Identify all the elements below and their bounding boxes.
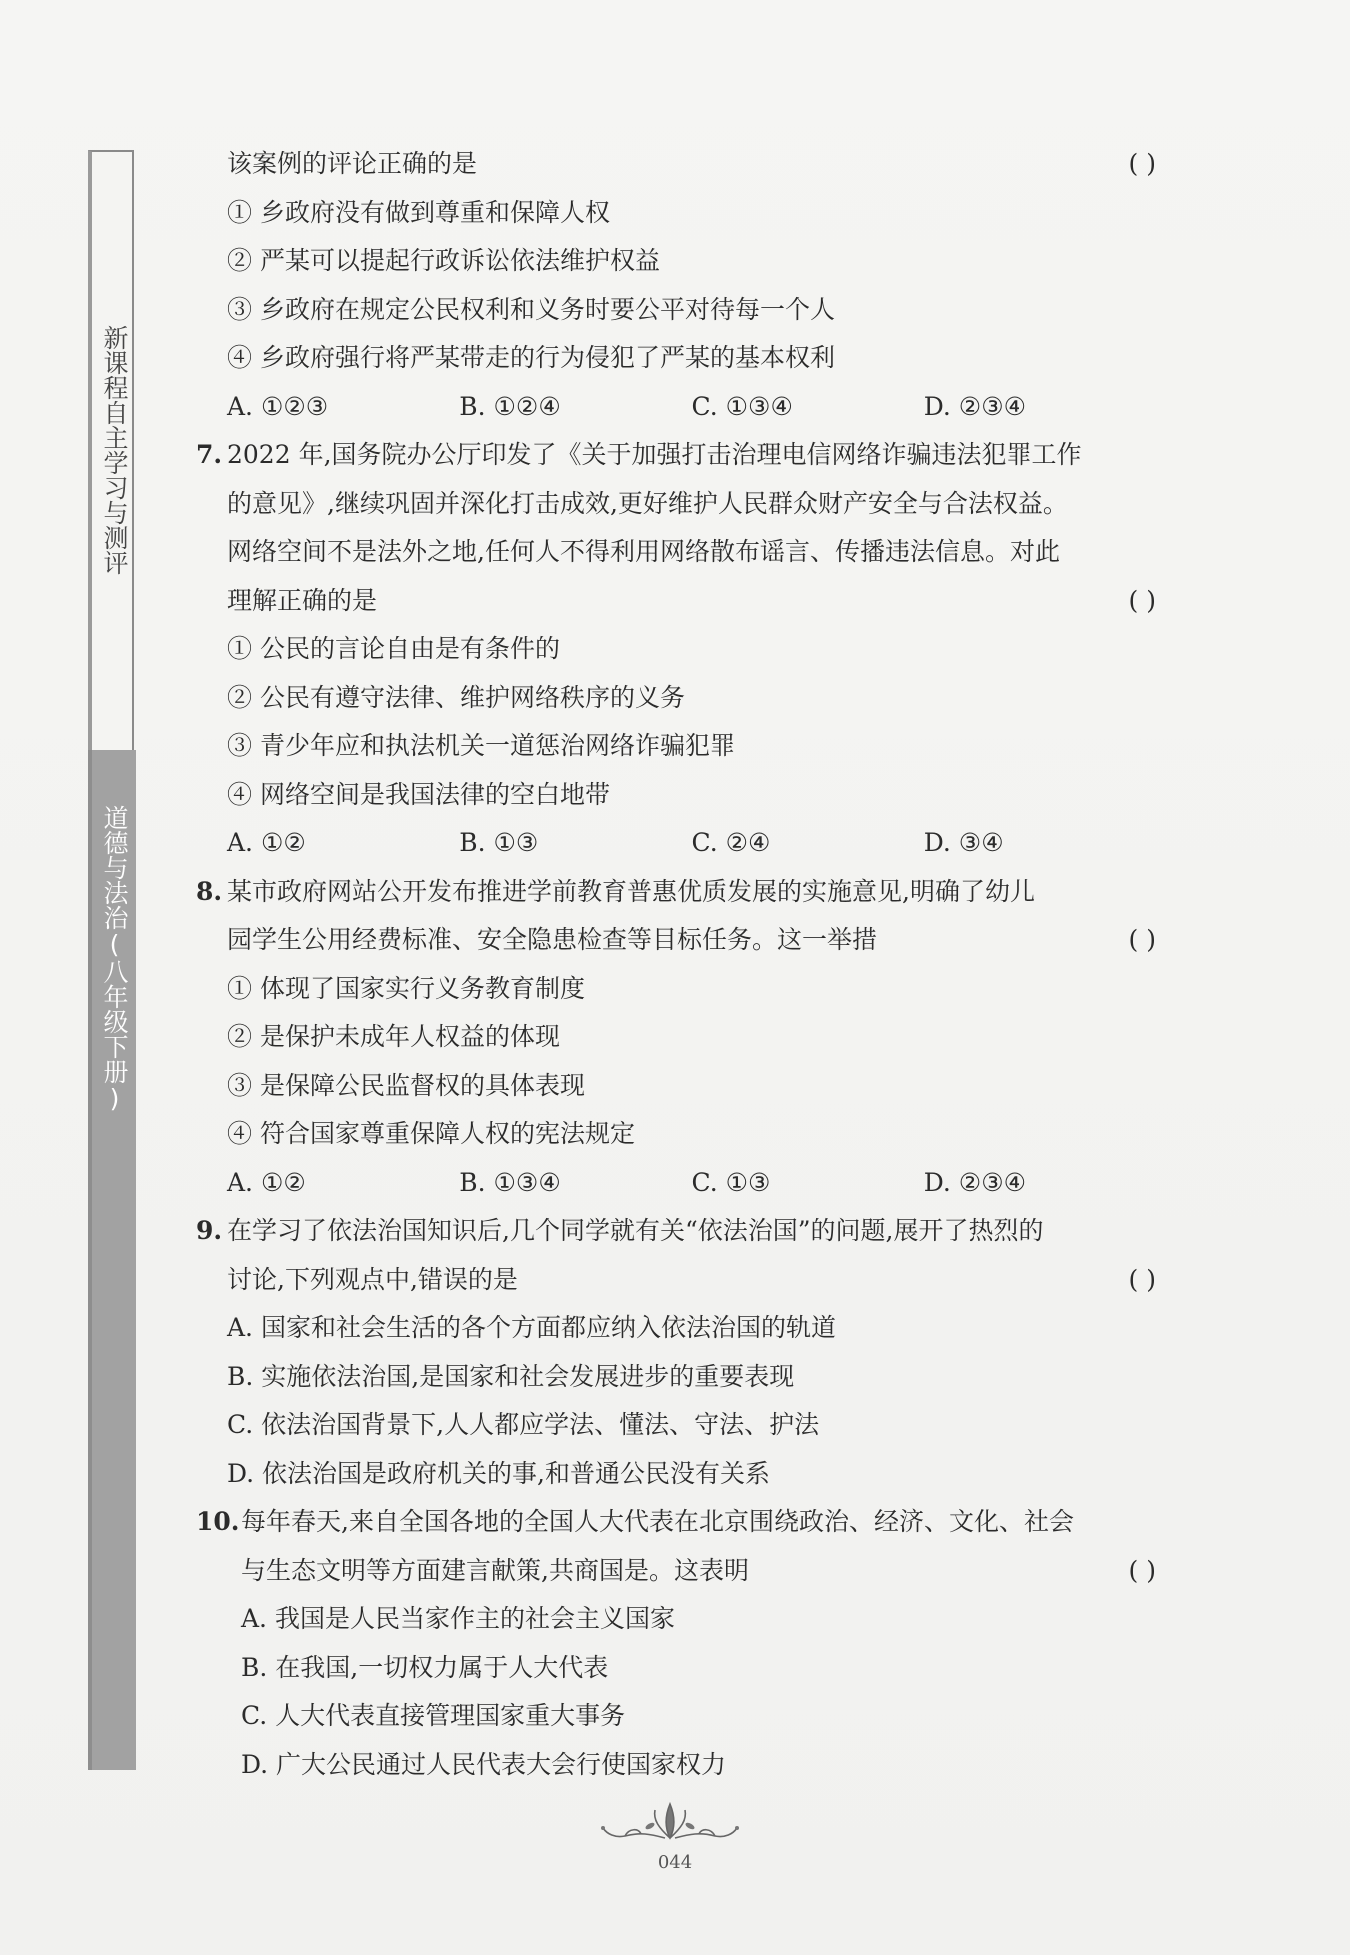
page-number: 044 [657, 1852, 693, 1873]
answer-bracket: ( ) [1128, 1264, 1156, 1294]
question-8-text: 园学生公用经费标准、安全隐患检查等目标任务。这一举措 [227, 925, 878, 954]
question-7-item: ① 公民的言论自由是有条件的 [227, 634, 560, 663]
question-content [196, 140, 1156, 1789]
choice-c[interactable]: C. ②④ [691, 828, 771, 857]
question-7-line [196, 431, 1156, 480]
question-9-line [196, 1207, 1156, 1256]
choice-b[interactable]: B. ①③ [459, 828, 539, 857]
choice-c[interactable]: C. ①③ [691, 1167, 771, 1197]
question-number: 8. [196, 876, 223, 906]
answer-bracket: ( ) [1128, 1555, 1156, 1585]
question-9-text: 在学习了依法治国知识后,几个同学就有关“依法治国”的问题,展开了热烈的 [227, 1216, 1044, 1245]
book-subject-title: 道德与法治(八年级下册) [100, 805, 129, 1113]
question-9-option-a[interactable]: A. 国家和社会生活的各个方面都应纳入依法治国的轨道 [227, 1313, 836, 1342]
question-7-item: ③ 青少年应和执法机关一道惩治网络诈骗犯罪 [227, 731, 735, 760]
question-7-item: ④ 网络空间是我国法律的空白地带 [227, 779, 610, 809]
question-8-item: ① 体现了国家实行义务教育制度 [227, 973, 585, 1003]
choice-b[interactable]: B. ①③④ [459, 1167, 561, 1197]
question-6-stem [196, 140, 1156, 189]
question-10-option-d[interactable]: D. 广大公民通过人民代表大会行使国家权力 [241, 1749, 727, 1779]
question-10-line [196, 1547, 1156, 1596]
question-9-option-b[interactable]: B. 实施依法治国,是国家和社会发展进步的重要表现 [227, 1361, 795, 1391]
book-series-title: 新课程自主学习与测评 [100, 325, 129, 575]
question-8-choices [196, 1159, 1156, 1208]
question-6-stem-text: 该案例的评论正确的是 [227, 149, 478, 178]
question-6-item: ① 乡政府没有做到尊重和保障人权 [227, 197, 610, 227]
question-8-item: ② 是保护未成年人权益的体现 [227, 1022, 560, 1051]
question-7-choices [196, 819, 1156, 868]
question-9-option-d[interactable]: D. 依法治国是政府机关的事,和普通公民没有关系 [227, 1458, 770, 1488]
choice-d[interactable]: D. ②③④ [923, 1167, 1027, 1197]
choice-a[interactable]: A. ①②③ [227, 391, 329, 421]
question-9-text: 讨论,下列观点中,错误的是 [227, 1264, 518, 1294]
choice-a[interactable]: A. ①② [227, 1167, 306, 1197]
question-7-item: ② 公民有遵守法律、维护网络秩序的义务 [227, 682, 685, 712]
decorative-ornament-icon [595, 1798, 745, 1846]
question-7-text: 2022 年,国务院办公厅印发了《关于加强打击治理电信网络诈骗违法犯罪工作 [227, 440, 1082, 469]
question-6-item: ③ 乡政府在规定公民权利和义务时要公平对待每一个人 [227, 294, 835, 324]
question-10-text: 每年春天,来自全国各地的全国人大代表在北京围绕政治、经济、文化、社会 [241, 1507, 1074, 1536]
question-10-text: 与生态文明等方面建言献策,共商国是。这表明 [241, 1555, 749, 1585]
answer-bracket: ( ) [1128, 149, 1156, 178]
question-7-text: 理解正确的是 [227, 585, 378, 615]
choice-a[interactable]: A. ①② [227, 828, 306, 857]
question-9-line [196, 1256, 1156, 1305]
choice-b[interactable]: B. ①②④ [459, 391, 561, 421]
question-8-line [196, 916, 1156, 965]
choice-d[interactable]: D. ③④ [923, 828, 1004, 857]
question-8-item: ③ 是保障公民监督权的具体表现 [227, 1070, 585, 1100]
question-7-line [196, 577, 1156, 626]
question-number: 9. [196, 1216, 223, 1245]
question-6-item: ② 严某可以提起行政诉讼依法维护权益 [227, 246, 660, 275]
question-7-line: 的意见》,继续巩固并深化打击成效,更好维护人民群众财产安全与合法权益。 [227, 488, 1068, 518]
choice-d[interactable]: D. ②③④ [923, 391, 1027, 421]
question-8-item: ④ 符合国家尊重保障人权的宪法规定 [227, 1119, 635, 1148]
question-10-option-c[interactable]: C. 人大代表直接管理国家重大事务 [241, 1701, 626, 1730]
question-number: 10. [196, 1507, 240, 1536]
question-number: 7. [196, 440, 223, 469]
answer-bracket: ( ) [1128, 925, 1156, 954]
question-7-line: 网络空间不是法外之地,任何人不得利用网络散布谣言、传播违法信息。对此 [227, 537, 1060, 566]
answer-bracket: ( ) [1128, 585, 1156, 615]
question-10-line [196, 1498, 1156, 1547]
question-10-option-a[interactable]: A. 我国是人民当家作主的社会主义国家 [241, 1604, 675, 1633]
question-8-line [196, 868, 1156, 917]
question-6-item: ④ 乡政府强行将严某带走的行为侵犯了严某的基本权利 [227, 343, 835, 372]
question-8-text: 某市政府网站公开发布推进学前教育普惠优质发展的实施意见,明确了幼儿 [227, 876, 1035, 906]
question-6-choices [196, 383, 1156, 432]
choice-c[interactable]: C. ①③④ [691, 391, 793, 421]
question-9-option-c[interactable]: C. 依法治国背景下,人人都应学法、懂法、守法、护法 [227, 1410, 820, 1439]
question-10-option-b[interactable]: B. 在我国,一切权力属于人大代表 [241, 1652, 609, 1682]
